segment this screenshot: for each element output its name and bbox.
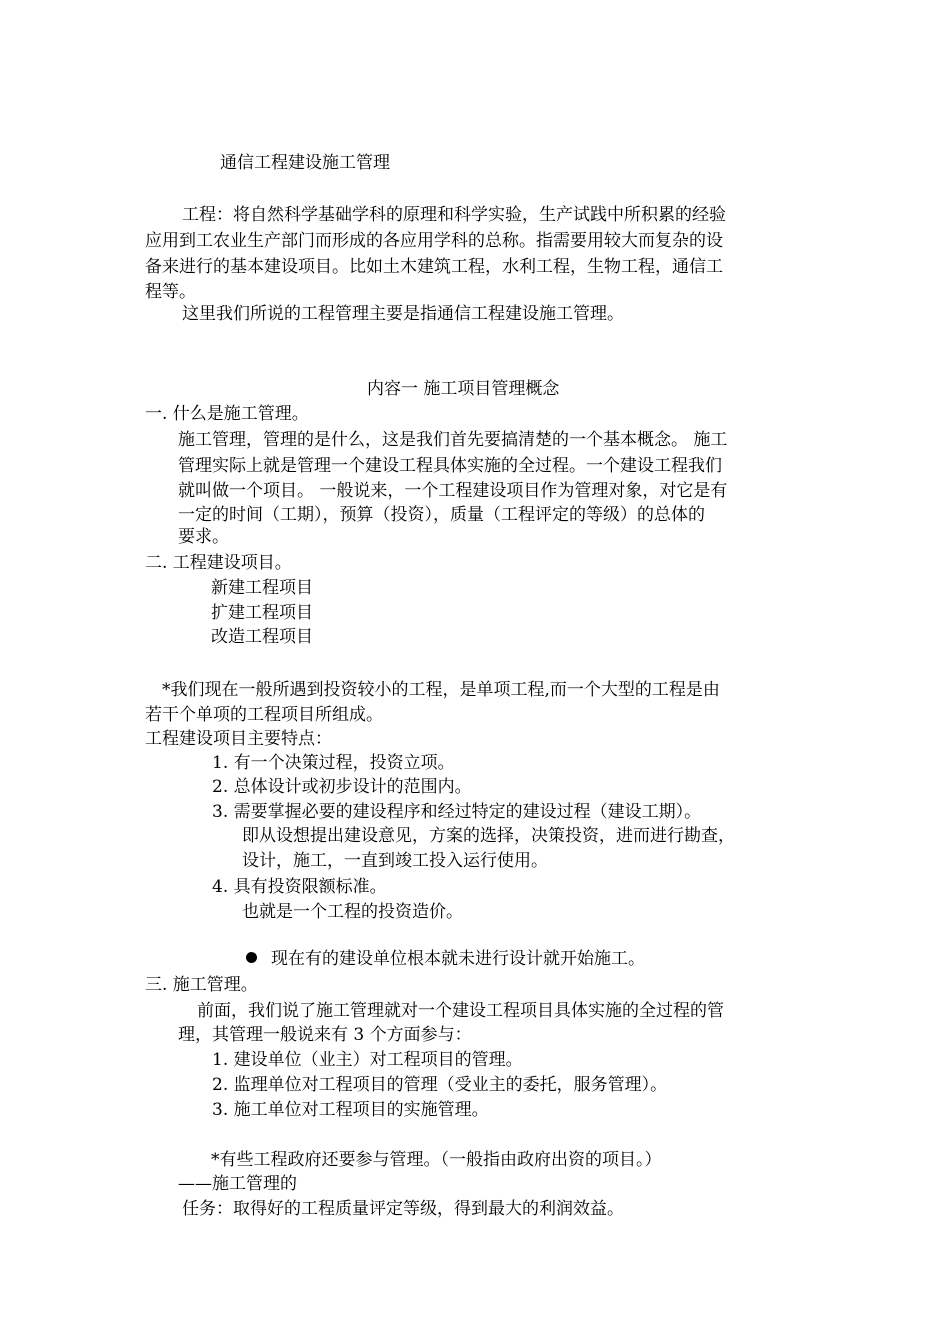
- intro-line: 备来进行的基本建设项目。比如土木建筑工程，水利工程，生物工程，通信工: [145, 257, 723, 277]
- part2-heading: 二. 工程建设项目。: [145, 553, 292, 573]
- feature-item: 1. 有一个决策过程，投资立项。: [212, 753, 455, 773]
- part1-paragraph-line: 要求。: [178, 527, 229, 547]
- bullet-dot-icon: [246, 952, 257, 963]
- part1-heading: 一. 什么是施工管理。: [145, 404, 309, 424]
- feature-item-continuation: 也就是一个工程的投资造价。: [242, 902, 463, 922]
- feature-item: 4. 具有投资限额标准。: [212, 877, 387, 897]
- intro-line: 工程：将自然科学基础学科的原理和科学实验，生产试践中所积累的经验: [182, 205, 726, 225]
- part3-note: *有些工程政府还要参与管理。（一般指由政府出资的项目。）: [211, 1150, 662, 1170]
- part3-task-line: 任务：取得好的工程质量评定等级，得到最大的利润效益。: [182, 1199, 624, 1219]
- bullet-text: 现在有的建设单位根本就未进行设计就开始施工。: [271, 949, 645, 969]
- part3-paragraph-line: 理，其管理一般说来有 3 个方面参与：: [178, 1025, 472, 1045]
- part3-paragraph-line: 前面，我们说了施工管理就对一个建设工程项目具体实施的全过程的管: [197, 1001, 724, 1021]
- part1-paragraph-line: 施工管理，管理的是什么，这是我们首先要搞清楚的一个基本概念。 施工: [178, 430, 728, 450]
- project-type-item: 扩建工程项目: [211, 603, 313, 623]
- feature-item-continuation: 设计，施工，一直到竣工投入运行使用。: [242, 851, 548, 871]
- document-title: 通信工程建设施工管理: [220, 153, 390, 173]
- intro-line: 应用到工农业生产部门而形成的各应用学科的总称。指需要用较大而复杂的设: [145, 231, 723, 251]
- project-type-item: 改造工程项目: [211, 627, 313, 647]
- part1-paragraph-line: 管理实际上就是管理一个建设工程具体实施的全过程。一个建设工程我们: [178, 456, 722, 476]
- part2-note-line: 若干个单项的工程项目所组成。: [145, 705, 383, 725]
- feature-item: 3. 需要掌握必要的建设程序和经过特定的建设过程（建设工期）。: [212, 802, 702, 822]
- part1-paragraph-line: 就叫做一个项目。 一般说来，一个工程建设项目作为管理对象，对它是有: [178, 481, 728, 501]
- feature-item: 2. 总体设计或初步设计的范围内。: [212, 777, 472, 797]
- part3-heading: 三. 施工管理。: [145, 975, 258, 995]
- intro-line: 这里我们所说的工程管理主要是指通信工程建设施工管理。: [182, 304, 624, 324]
- part3-dash-line: ——施工管理的: [178, 1174, 297, 1194]
- participant-item: 3. 施工单位对工程项目的实施管理。: [212, 1100, 489, 1120]
- intro-line: 程等。: [145, 282, 196, 302]
- participant-item: 2. 监理单位对工程项目的管理（受业主的委托，服务管理）。: [212, 1075, 668, 1095]
- feature-item-continuation: 即从设想提出建设意见，方案的选择，决策投资，进而进行勘查，: [242, 826, 735, 846]
- part1-paragraph-line: 一定的时间（工期），预算（投资），质量（工程评定的等级）的总体的: [178, 505, 705, 525]
- bullet-item: [246, 946, 645, 972]
- section-title: 内容一 施工项目管理概念: [367, 379, 560, 399]
- project-type-item: 新建工程项目: [211, 578, 313, 598]
- features-heading: 工程建设项目主要特点：: [145, 729, 332, 749]
- participant-item: 1. 建设单位（业主）对工程项目的管理。: [212, 1050, 523, 1070]
- part2-note-line: *我们现在一般所遇到投资较小的工程，是单项工程,而一个大型的工程是由: [162, 680, 720, 700]
